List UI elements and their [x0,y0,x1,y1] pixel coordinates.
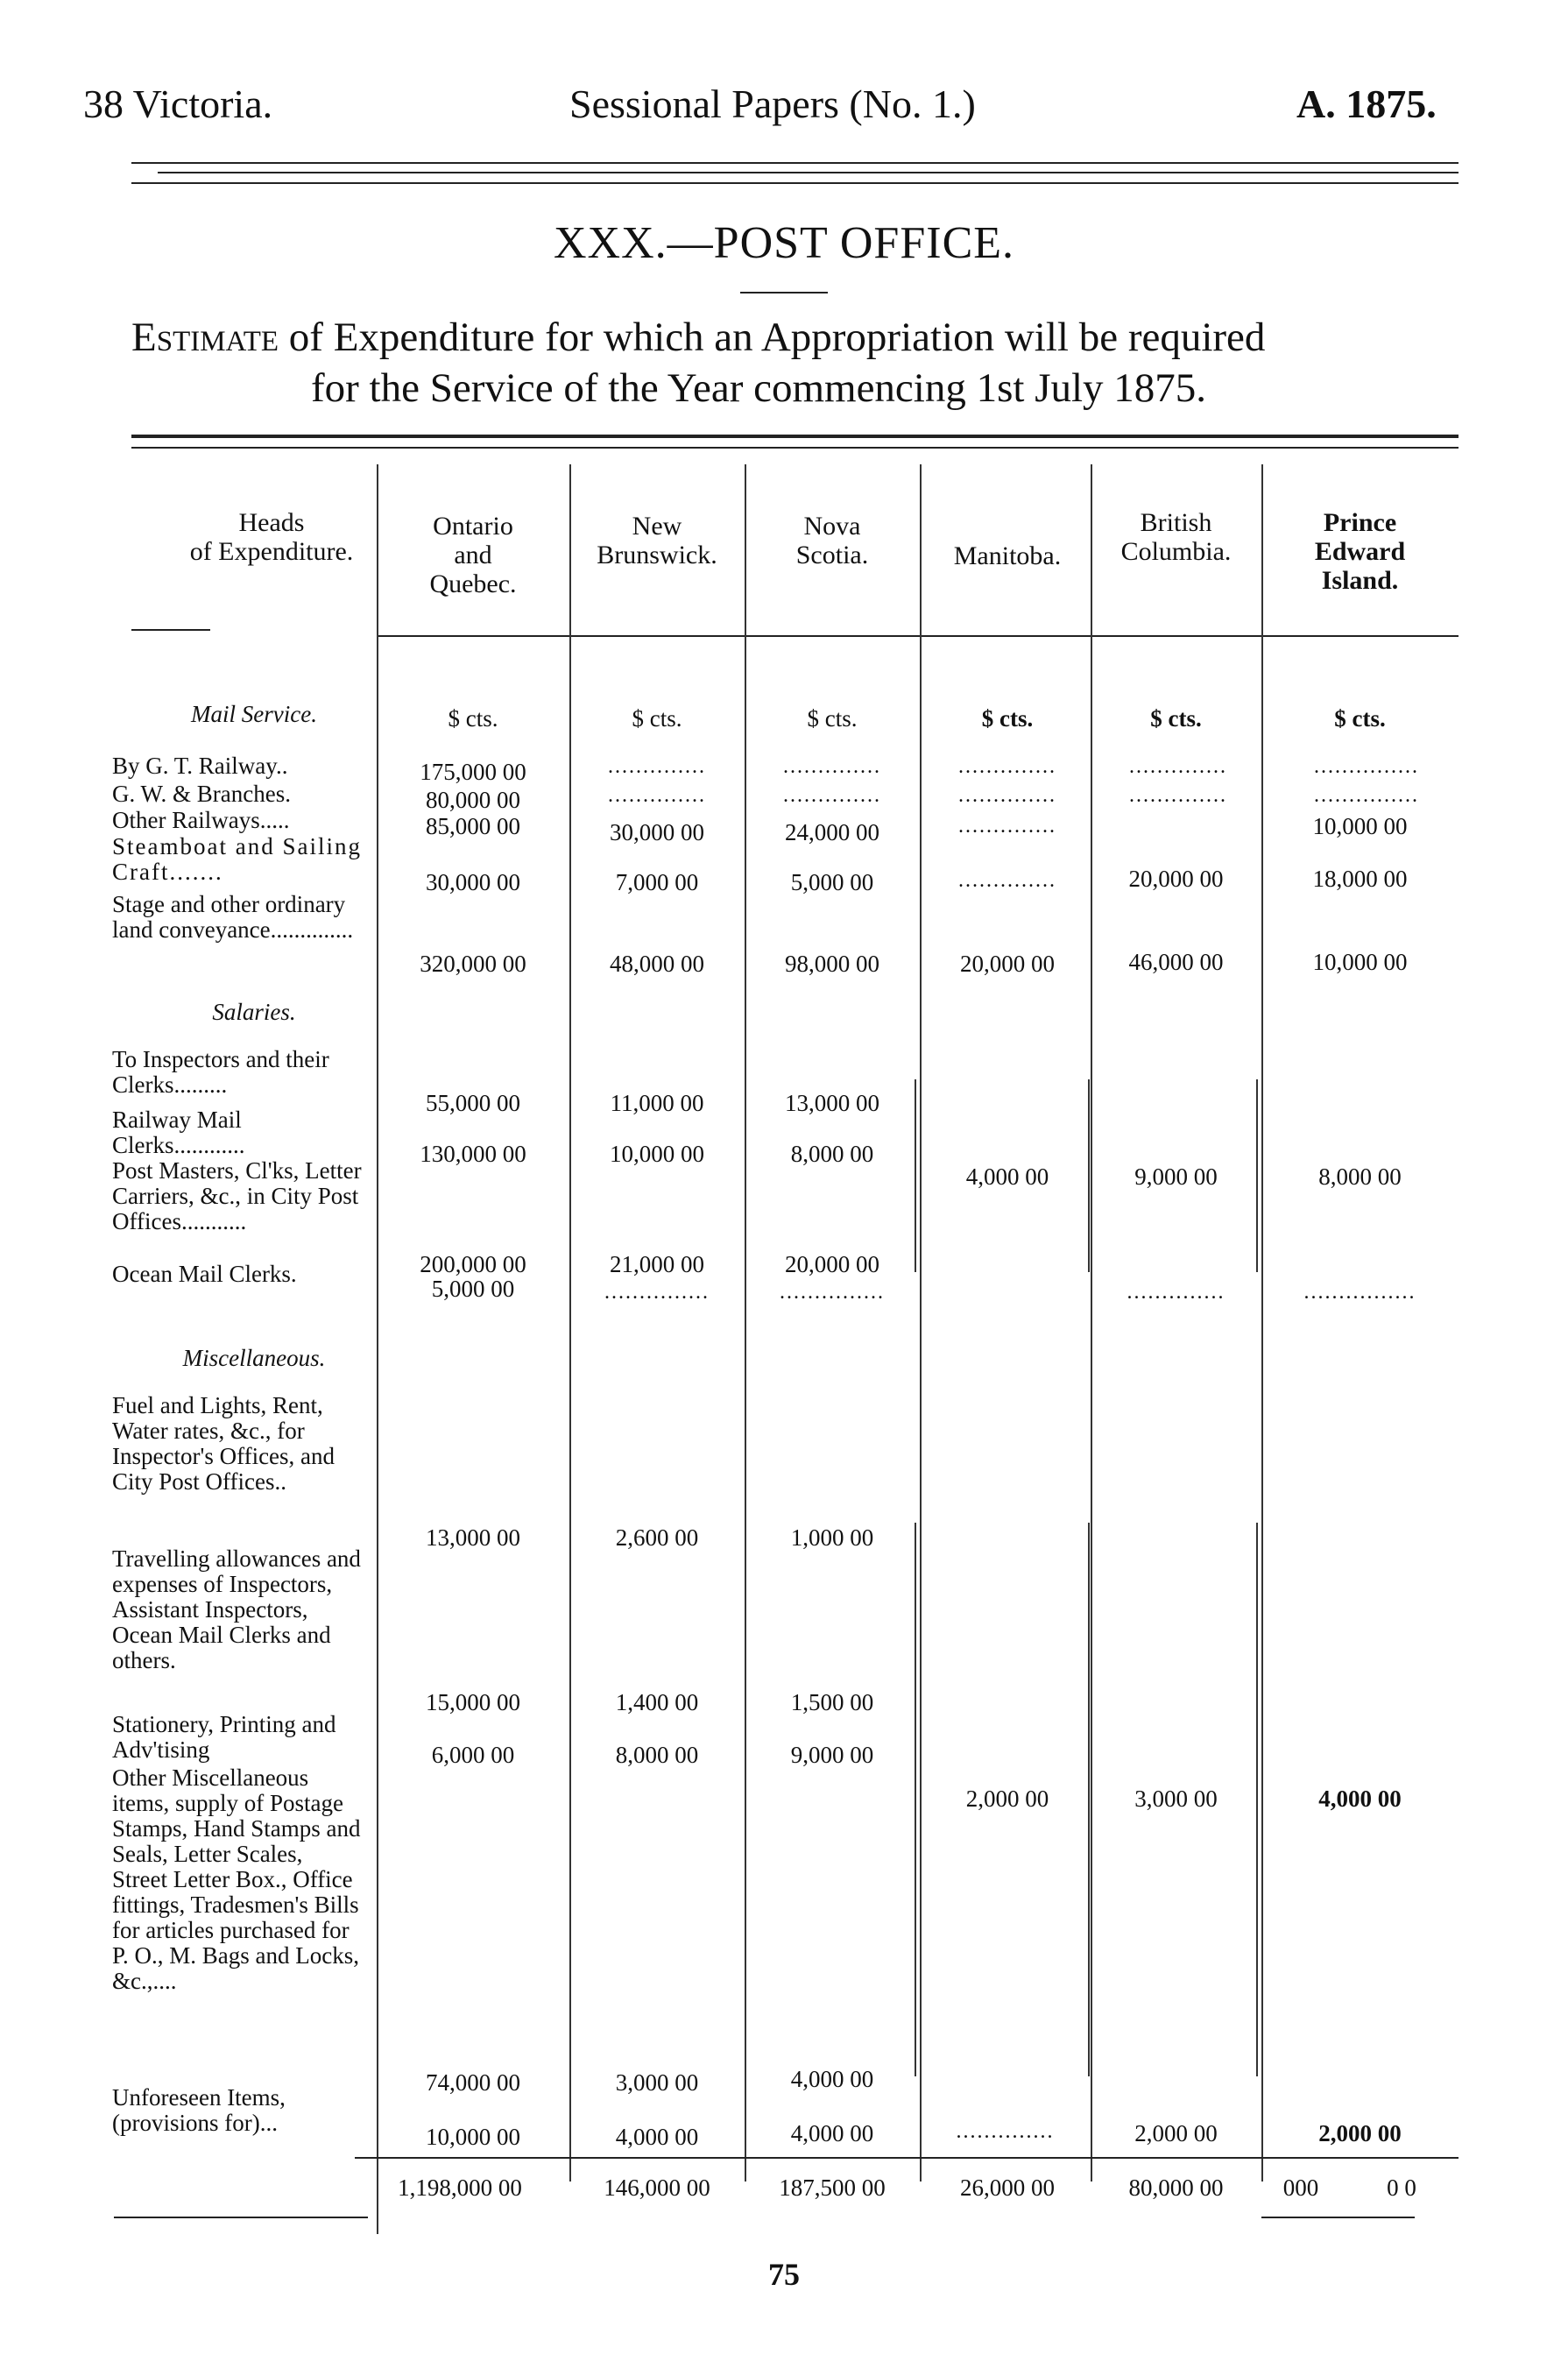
cell-steamboat-ontario: 30,000 00 [426,869,520,895]
cell-inspectors-ns: 13,000 00 [785,1090,879,1116]
section-mail-service: Mail Service. [191,701,317,727]
unit-british-columbia: $ cts. [1150,705,1202,732]
row-label-gw-branches: G. W. & Branches. [112,781,291,807]
leader-dots: .............. [1127,1281,1225,1304]
total-new-brunswick: 146,000 00 [604,2174,710,2201]
cell-other-misc-ontario: 74,000 00 [426,2069,520,2096]
cell-stage-nb: 48,000 00 [610,951,704,977]
brace-manitoba-salaries [902,1079,916,1272]
leader-dots: ............... [780,1281,885,1304]
row-label-travelling: Travelling allowances and expenses of Inspectors, Assistant Inspectors, Ocean Mail Clerks and others. [112,1545,361,1673]
cell-stationery-ns: 9,000 00 [790,1742,874,1768]
cell-unforeseen-ontario: 10,000 00 [426,2124,520,2150]
cell-rmc-ns: 8,000 00 [790,1141,874,1167]
cell-salaries-bc: 9,000 00 [1134,1163,1218,1190]
brace-pei-salaries [1244,1079,1258,1272]
leader-dots: .............. [958,815,1056,838]
unit-manitoba: $ cts. [981,705,1034,732]
brace-pei-misc [1244,1523,1258,2076]
brace-bc-salaries [1076,1079,1090,1272]
leader-dots: .............. [608,784,706,807]
cell-salaries-pei: 8,000 00 [1318,1163,1402,1190]
leader-dots: .............. [958,755,1056,778]
cell-unforeseen-pei: 2,000 00 [1318,2120,1402,2146]
brace-manitoba-misc [902,1523,916,2076]
cell-other-rail-ns: 24,000 00 [785,819,879,845]
unit-prince-edward-island: $ cts. [1334,705,1386,732]
unit-new-brunswick: $ cts. [632,705,682,732]
cell-fuel-ns: 1,000 00 [790,1524,874,1551]
cell-unforeseen-bc: 2,000 00 [1134,2120,1218,2146]
leader-dots: ................ [1303,1281,1416,1304]
col-head-heads: Heads of Expenditure. [189,508,354,566]
header-right: A. 1875. [1296,81,1437,126]
section-miscellaneous: Miscellaneous. [182,1345,326,1371]
cell-fuel-nb: 2,600 00 [615,1524,699,1551]
totals-rule [355,2157,1459,2159]
cell-gt-ontario: 175,000 00 [420,759,526,785]
header-rule [131,162,1459,164]
cell-travel-ontario: 15,000 00 [426,1689,520,1715]
cell-ocean-ontario: 5,000 00 [431,1276,515,1302]
row-label-steamboat: Steamboat and Sailing Craft....... [112,833,362,885]
header-rule-2 [158,172,1459,173]
estimate-first-word: Estimate [131,315,279,360]
cell-steamboat-nb: 7,000 00 [615,869,699,895]
cell-gw-ontario: 80,000 00 [426,787,520,813]
table-top-rule-2 [131,447,1459,449]
bottom-rule-left [114,2217,368,2218]
leader-dots: .............. [1129,784,1227,807]
cell-stage-bc: 46,000 00 [1128,949,1224,975]
estimate-line1: of Expenditure for which an Appropriation will be required [279,315,1266,360]
row-label-stationery: Stationery, Printing and Adv'tising [112,1711,336,1763]
cell-stage-manitoba: 20,000 00 [960,951,1055,977]
cell-travel-nb: 1,400 00 [615,1689,699,1715]
cell-other-rail-ontario: 85,000 00 [426,813,520,839]
total-british-columbia: 80,000 00 [1128,2174,1224,2201]
cell-stationery-nb: 8,000 00 [615,1742,699,1768]
col-head-ontario: Ontario and Quebec. [429,512,517,598]
unit-nova-scotia: $ cts. [807,705,858,732]
row-label-stage: Stage and other ordinary land conveyance.............. [112,891,354,943]
cell-stationery-ontario: 6,000 00 [431,1742,515,1768]
leader-dots: .............. [956,2120,1055,2143]
row-label-inspectors: To Inspectors and their Clerks......... [112,1046,329,1098]
cell-pm-ontario: 200,000 00 [420,1251,526,1277]
bottom-rule-right [1261,2217,1415,2218]
unit-ontario: $ cts. [448,705,498,732]
brace-bc-misc [1076,1523,1090,2076]
header-rule-3 [131,182,1459,184]
leader-dots: .............. [783,784,881,807]
row-label-post-masters: Post Masters, Cl'ks, Letter Carriers, &c., in City Post Offices........... [112,1157,362,1234]
cell-other-rail-nb: 30,000 00 [610,819,704,845]
cell-salaries-manitoba: 4,000 00 [965,1163,1049,1190]
row-label-gt-railway: By G. T. Railway.. [112,753,288,779]
cell-stage-ontario: 320,000 00 [420,951,526,977]
cell-other-misc-ns: 4,000 00 [790,2066,874,2092]
cell-other-misc-nb: 3,000 00 [615,2069,699,2096]
leader-dots: .............. [608,755,706,778]
total-pei-dollars: 000 [1282,2174,1319,2201]
leader-dots: .............. [1129,755,1227,778]
cell-stage-ns: 98,000 00 [785,951,879,977]
total-nova-scotia: 187,500 00 [779,2174,886,2201]
cell-steamboat-pei: 18,000 00 [1312,866,1408,892]
total-pei-cents: 0 0 [1387,2174,1416,2201]
row-label-other-misc: Other Miscellaneous items, supply of Postage Stamps, Hand Stamps and Seals, Letter Scales, Street Letter Box., Office fittings, Tradesmen's Bills for articles purchased for P. O., M. Bags and Locks, &c.,.... [112,1764,361,1994]
estimate-line2: for the Service of the Year commencing 1st July 1875. [311,365,1207,411]
page-title: XXX.—POST OFFICE. [553,218,1015,268]
total-ontario: 1,198,000 00 [398,2174,522,2201]
cell-misc-manitoba: 2,000 00 [965,1786,1049,1812]
cell-rmc-ontario: 130,000 00 [420,1141,526,1167]
row-label-other-railways: Other Railways..... [112,807,290,833]
cell-other-rail-pei: 10,000 00 [1312,813,1408,839]
col-head-prince-edward-island: Prince Edward Island. [1314,508,1406,595]
heads-underline [131,629,210,631]
section-salaries: Salaries. [212,999,296,1025]
leader-dots: .............. [958,869,1056,892]
leader-dots: .............. [783,755,881,778]
cell-misc-bc: 3,000 00 [1134,1786,1218,1812]
cell-steamboat-ns: 5,000 00 [790,869,874,895]
leader-dots: ............... [604,1281,710,1304]
header-left: 38 Victoria. [83,81,273,126]
cell-stage-pei: 10,000 00 [1312,949,1408,975]
col-head-british-columbia: British Columbia. [1120,508,1232,566]
cell-misc-pei: 4,000 00 [1318,1786,1402,1812]
page-number: 75 [768,2257,800,2292]
row-label-ocean-mail-clerks: Ocean Mail Clerks. [112,1261,297,1287]
row-label-railway-mail-clerks: Railway Mail Clerks............ [112,1107,245,1158]
row-label-fuel-lights: Fuel and Lights, Rent, Water rates, &c., for Inspector's Offices, and City Post Offices.. [112,1392,335,1495]
estimate-heading [131,311,1463,364]
col-head-manitoba: Manitoba. [953,541,1062,570]
col-head-nova-scotia: Nova Scotia. [795,512,869,569]
leader-dots: ............... [1314,755,1419,778]
cell-fuel-ontario: 13,000 00 [426,1524,520,1551]
cell-unforeseen-ns: 4,000 00 [790,2120,874,2146]
cell-pm-ns: 20,000 00 [785,1251,879,1277]
table-top-rule [131,435,1459,438]
header-bottom-rule [377,635,1459,637]
cell-steamboat-bc: 20,000 00 [1128,866,1224,892]
cell-inspectors-nb: 11,000 00 [610,1090,704,1116]
total-manitoba: 26,000 00 [960,2174,1055,2201]
leader-dots: ............... [1314,784,1419,807]
cell-unforeseen-nb: 4,000 00 [615,2124,699,2150]
row-label-unforeseen: Unforeseen Items, (provisions for)... [112,2084,286,2136]
cell-pm-nb: 21,000 00 [610,1251,704,1277]
title-rule [740,292,828,293]
cell-inspectors-ontario: 55,000 00 [426,1090,520,1116]
cell-travel-ns: 1,500 00 [790,1689,874,1715]
leader-dots: .............. [958,784,1056,807]
header-center: Sessional Papers (No. 1.) [569,81,976,126]
col-head-new-brunswick: New Brunswick. [597,512,717,569]
cell-rmc-nb: 10,000 00 [610,1141,704,1167]
